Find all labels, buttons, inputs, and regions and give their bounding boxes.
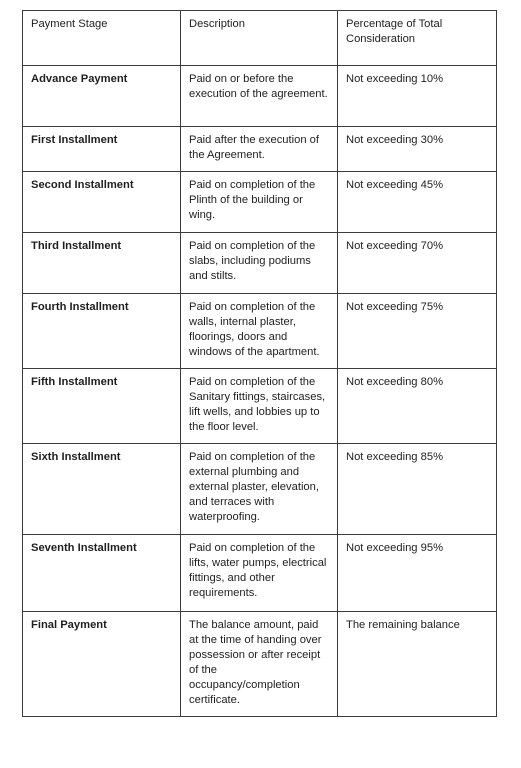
table-row <box>23 369 497 444</box>
stage-cell: Third Installment <box>23 233 181 294</box>
percentage-cell: Not exceeding 95% <box>338 535 497 612</box>
percentage-cell: Not exceeding 85% <box>338 444 497 535</box>
header-payment-stage: Payment Stage <box>23 11 181 66</box>
stage-cell: Seventh Installment <box>23 535 181 612</box>
percentage-cell: The remaining balance <box>338 612 497 717</box>
description-cell: Paid on completion of the external plumbing and external plaster, elevation, and terraces with waterproofing. <box>181 444 338 535</box>
description-cell: Paid on completion of the slabs, including podiums and stilts. <box>181 233 338 294</box>
table-row <box>23 612 497 717</box>
table-row <box>23 535 497 612</box>
stage-cell: Second Installment <box>23 172 181 233</box>
stage-cell: Advance Payment <box>23 66 181 127</box>
description-cell: Paid on or before the execution of the agreement. <box>181 66 338 127</box>
stage-cell: Fifth Installment <box>23 369 181 444</box>
description-cell: Paid on completion of the walls, internal plaster, floorings, doors and windows of the apartment. <box>181 294 338 369</box>
description-cell: Paid on completion of the lifts, water pumps, electrical fittings, and other requirements. <box>181 535 338 612</box>
description-cell: Paid on completion of the Plinth of the building or wing. <box>181 172 338 233</box>
percentage-cell: Not exceeding 45% <box>338 172 497 233</box>
table-body <box>23 66 497 717</box>
percentage-cell: Not exceeding 70% <box>338 233 497 294</box>
table-row <box>23 233 497 294</box>
header-description: Description <box>181 11 338 66</box>
percentage-cell: Not exceeding 30% <box>338 127 497 172</box>
table-row <box>23 66 497 127</box>
header-percentage: Percentage of Total Consideration <box>338 11 497 66</box>
stage-cell: Fourth Installment <box>23 294 181 369</box>
percentage-cell: Not exceeding 80% <box>338 369 497 444</box>
table-row <box>23 172 497 233</box>
description-cell: Paid on completion of the Sanitary fittings, staircases, lift wells, and lobbies up to the floor level. <box>181 369 338 444</box>
payment-schedule-table <box>22 10 497 717</box>
stage-cell: First Installment <box>23 127 181 172</box>
description-cell: The balance amount, paid at the time of handing over possession or after receipt of the occupancy/completion certificate. <box>181 612 338 717</box>
table-row <box>23 444 497 535</box>
percentage-cell: Not exceeding 75% <box>338 294 497 369</box>
stage-cell: Sixth Installment <box>23 444 181 535</box>
stage-cell: Final Payment <box>23 612 181 717</box>
payment-schedule-container <box>22 10 496 717</box>
percentage-cell: Not exceeding 10% <box>338 66 497 127</box>
header-row <box>23 11 497 66</box>
table-header <box>23 11 497 66</box>
description-cell: Paid after the execution of the Agreement. <box>181 127 338 172</box>
table-row <box>23 127 497 172</box>
table-row <box>23 294 497 369</box>
